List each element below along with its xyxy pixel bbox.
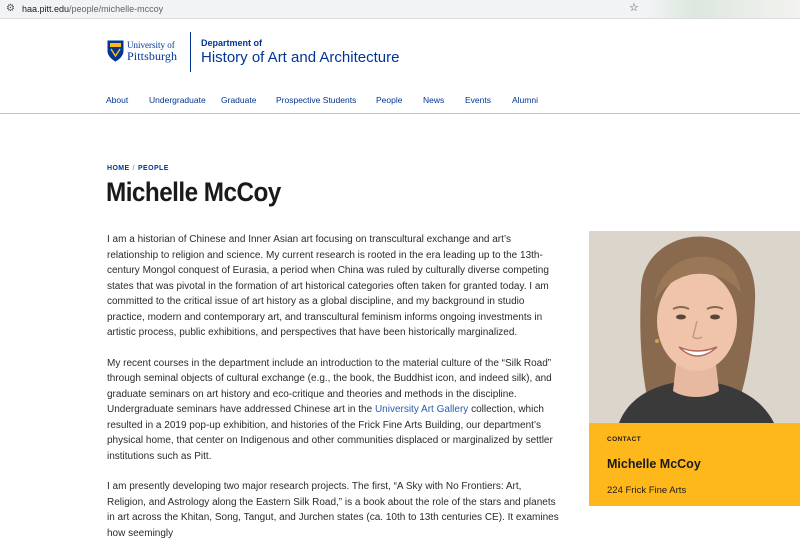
breadcrumb-home[interactable]: HOME bbox=[107, 165, 130, 172]
url-field[interactable] bbox=[22, 3, 163, 15]
profile-photo-illustration bbox=[589, 231, 800, 423]
url-host: haa.pitt.edu bbox=[22, 4, 70, 14]
nav-divider bbox=[0, 113, 800, 114]
pitt-shield-icon bbox=[107, 40, 124, 62]
bio-paragraph-2-text-b: collection, which resulted in a 2019 pop-up exhibition, and histories of the Frick Fine Arts Building, our department’s physical home, that center on Indigenous and other communities displaced or marginalized by settler institutions such as Pitt. bbox=[107, 404, 553, 462]
breadcrumb bbox=[107, 164, 169, 173]
breadcrumb-people[interactable]: PEOPLE bbox=[137, 165, 169, 172]
nav-item-events[interactable]: Events bbox=[465, 95, 491, 105]
bio-paragraph-1: I am a historian of Chinese and Inner Asian art focusing on transcultural exchange and art’s relationship to religion and science. My current research is rooted in the era leading up to the 13th-century Mongol conquest of Eurasia, a period when China was ruled by culturally diverse competing states that was pivotal in the formation of art historical categories often taken for granted today. I am committed to the critical issue of art history as a global discipline, and my background in studio practice, modern and contemporary art, and transcultural feminism informs ongoing investments in artistic process, public exhibitions, and perspectives that have been historically marginalized. bbox=[107, 234, 549, 338]
bio-paragraph-2 bbox=[107, 356, 562, 465]
nav-item-about[interactable]: About bbox=[106, 95, 129, 105]
contact-label: CONTACT bbox=[607, 436, 642, 443]
nav-item-alumni[interactable]: Alumni bbox=[512, 95, 538, 105]
contact-name: Michelle McCoy bbox=[607, 457, 701, 471]
bio-paragraph-2-text-a: My recent courses in the department include an introduction to the material culture of the “Silk Road” through seminal objects of cultural exchange (e.g., the book, the Buddhist icon, and indeed silk), and graduate seminars on art history and eco-critique and theories and methods in the discipline. Undergraduate seminars have addressed Chinese art in the bbox=[107, 357, 552, 415]
nav-item-graduate[interactable]: Graduate bbox=[221, 95, 257, 105]
nav-item-people[interactable]: People bbox=[376, 95, 403, 105]
bio-content bbox=[107, 232, 562, 556]
contact-office: 224 Frick Fine Arts bbox=[607, 485, 687, 496]
star-icon[interactable]: ☆ bbox=[629, 2, 639, 14]
contact-card bbox=[589, 423, 800, 506]
nav-item-undergraduate[interactable]: Undergraduate bbox=[149, 95, 206, 105]
bio-paragraph-3: I am presently developing two major research projects. The first, “A Sky with No Frontiers: Art, Religion, and Astrology along the Eastern Silk Road,” is a book about the role of the stars and planets in art across the Khitan, Song, Tangut, and Jurchen states (ca. 10th to 13th centuries CE). It examines how seemingly bbox=[107, 481, 559, 539]
nav-item-prospective-students[interactable]: Prospective Students bbox=[276, 95, 357, 105]
logo-line2: Pittsburgh bbox=[127, 49, 178, 63]
browser-extensions-area bbox=[648, 0, 800, 18]
breadcrumb-separator: / bbox=[132, 165, 135, 172]
header-divider bbox=[190, 32, 191, 72]
university-art-gallery-link[interactable]: University Art Gallery bbox=[374, 404, 469, 415]
university-logo[interactable] bbox=[107, 40, 187, 66]
department-label: Department of bbox=[201, 38, 263, 48]
url-path: /people/michelle-mccoy bbox=[69, 4, 164, 14]
browser-address-bar bbox=[0, 0, 800, 19]
logo-line1: University of bbox=[127, 40, 175, 50]
department-name[interactable]: History of Art and Architecture bbox=[201, 49, 400, 66]
page-title: Michelle McCoy bbox=[106, 177, 281, 207]
nav-item-news[interactable]: News bbox=[423, 95, 445, 105]
profile-photo bbox=[589, 231, 800, 423]
tune-icon[interactable]: ⚙ bbox=[6, 3, 15, 14]
